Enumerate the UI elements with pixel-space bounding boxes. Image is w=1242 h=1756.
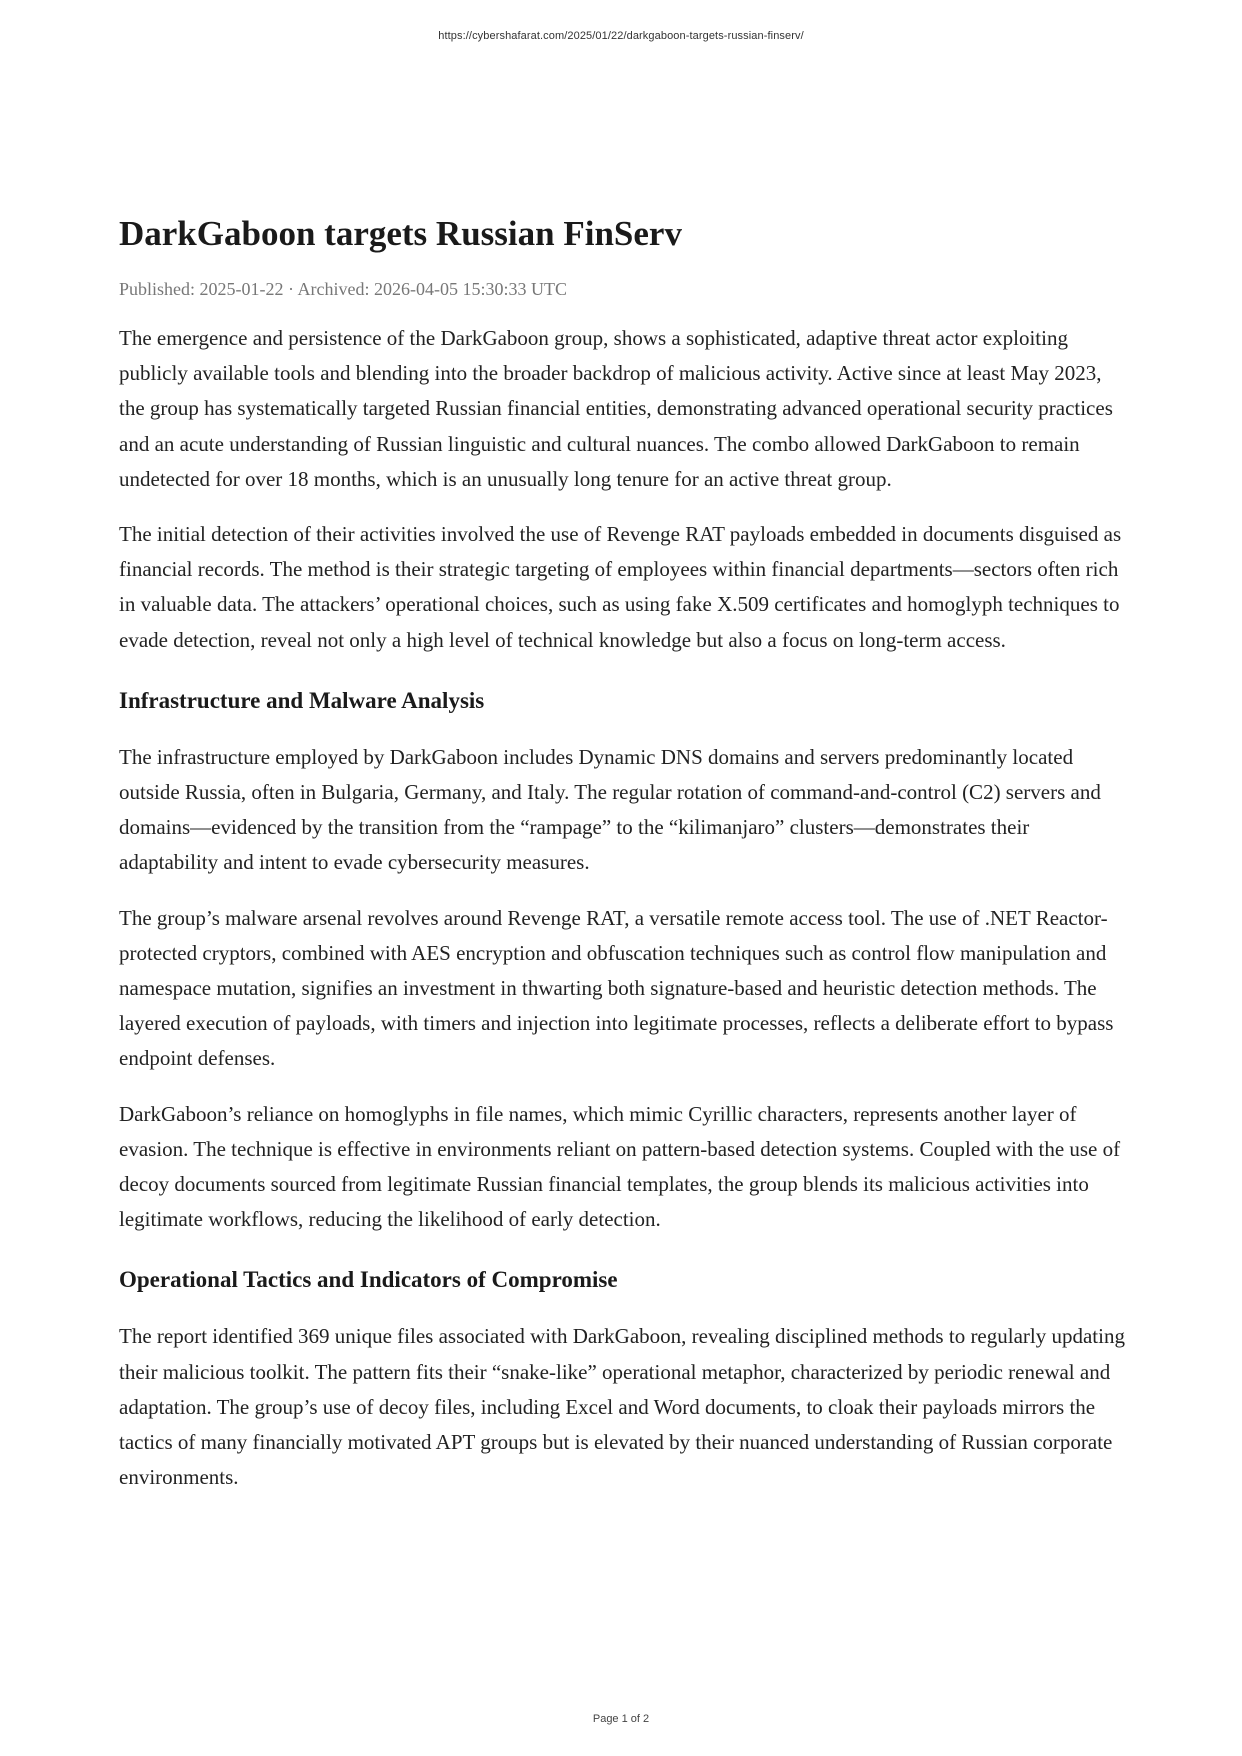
section-paragraph: The group’s malware arsenal revolves around Revenge RAT, a versatile remote access tool. The use of .NET Reactor-protected cryptors, combined with AES encryption and obfuscation techniques such as control flow manipulation and namespace mutation, signifies an investment in thwarting both signature-based and heuristic detection methods. The layered execution of payloads, with timers and injection into legitimate processes, reflects a deliberate effort to bypass endpoint defenses. <box>119 905 1114 1071</box>
section-operational-tactics <box>119 1265 1129 1495</box>
page-number: Page 1 of 2 <box>592 1713 650 1725</box>
article-title: DarkGaboon targets Russian FinServ <box>119 214 682 253</box>
article-meta: Published: 2025-01-22 · Archived: 2026-04-05 15:30:33 UTC <box>119 279 567 299</box>
section-heading: Operational Tactics and Indicators of Compromise <box>119 1267 618 1293</box>
section-paragraph: The report identified 369 unique files associated with DarkGaboon, revealing disciplined methods to regularly updating their malicious toolkit. The pattern fits their “snake-like” operational metaphor, characterized by periodic renewal and adaptation. The group’s use of decoy files, including Excel and Word documents, to cloak their payloads mirrors the tactics of many financially motivated APT groups but is elevated by their nuanced understanding of Russian corporate environments. <box>119 1324 1125 1490</box>
section-paragraph: DarkGaboon’s reliance on homoglyphs in file names, which mimic Cyrillic characters, represents another layer of evasion. The technique is effective in environments reliant on pattern-based detection systems. Coupled with the use of decoy documents sourced from legitimate Russian financial templates, the group blends its malicious activities into legitimate workflows, reducing the likelihood of early detection. <box>119 1101 1121 1232</box>
intro-paragraph: The initial detection of their activities involved the use of Revenge RAT payloads embedded in documents disguised as financial records. The method is their strategic targeting of employees within financial departments—sectors often rich in valuable data. The attackers’ operational choices, such as using fake X.509 certificates and homoglyph techniques to evade detection, reveal not only a high level of technical knowledge but also a focus on long-term access. <box>119 522 1122 652</box>
section-infrastructure <box>119 686 1129 1238</box>
section-heading: Infrastructure and Malware Analysis <box>119 687 485 713</box>
article <box>119 212 1129 1495</box>
intro-paragraph: The emergence and persistence of the DarkGaboon group, shows a sophisticated, adaptive threat actor exploiting publicly available tools and blending into the broader backdrop of malicious activity. Active since at least May 2023, the group has systematically targeted Russian financial entities, demonstrating advanced operational security practices and an acute understanding of Russian linguistic and cultural nuances. The combo allowed DarkGaboon to remain undetected for over 18 months, which is an unusually long tenure for an active threat group. <box>119 326 1113 491</box>
section-paragraph: The infrastructure employed by DarkGaboon includes Dynamic DNS domains and servers predominantly located outside Russia, often in Bulgaria, Germany, and Italy. The regular rotation of command-and-control (C2) servers and domains—evidenced by the transition from the “rampage” to the “kilimanjaro” clusters—demonstrates their adaptability and intent to evade cybersecurity measures. <box>119 744 1101 875</box>
page-url-header: https://cybershafarat.com/2025/01/22/darkgaboon-targets-russian-finserv/ <box>438 30 804 42</box>
